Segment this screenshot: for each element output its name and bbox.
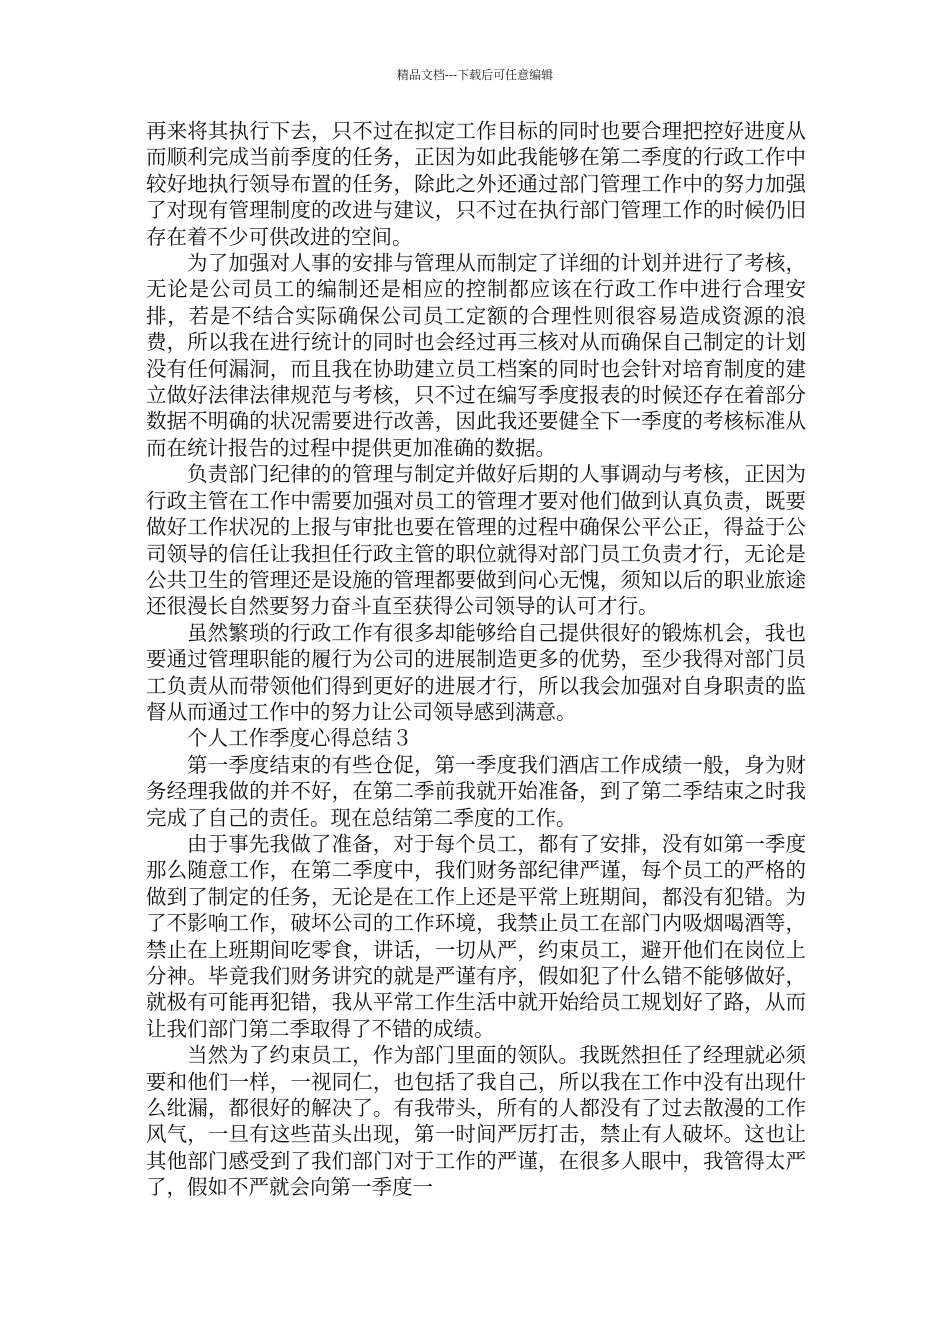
paragraph: 虽然繁琐的行政工作有很多却能够给自己提供很好的锻炼机会，我也要通过管理职能的履行为公司的进展制造更多的优势，至少我得对部门员工负责从而带领他们得到更好的进展才行，所以我会加强对自身职责的监督从而通过工作中的努力让公司领导感到满意。 (146, 620, 806, 724)
paragraph: 第一季度结束的有些仓促，第一季度我们酒店工作成绩一般，身为财务经理我做的并不好，在第二季前我就开始准备，到了第二季结束之时我完成了自己的责任。现在总结第二季度的工作。 (146, 752, 806, 830)
document-body (146, 118, 806, 1201)
paragraph: 为了加强对人事的安排与管理从而制定了详细的计划并进行了考核，无论是公司员工的编制还是相应的控制都应该在行政工作中进行合理安排，若是不结合实际确保公司员工定额的合理性则很容易造成资源的浪费，所以我在进行统计的同时也会经过再三核对从而确保自己制定的计划没有任何漏洞，而且我在协助建立员工档案的同时也会针对培育制度的建立做好法律法律规范与考核，只不过在编写季度报表的时候还存在着部分数据不明确的状况需要进行改善，因此我还要健全下一季度的考核标准从而在统计报告的过程中提供更加准确的数据。 (146, 251, 806, 460)
paragraph: 由于事先我做了准备，对于每个员工，都有了安排，没有如第一季度那么随意工作，在第二季度中，我们财务部纪律严谨，每个员工的严格的做到了制定的任务，无论是在工作上还是平常上班期间，都没有犯错。为了不影响工作，破坏公司的工作环境，我禁止员工在部门内吸烟喝酒等，禁止在上班期间吃零食，讲话，一切从严，约束员工，避开他们在岗位上分神。毕竟我们财务讲究的就是严谨有序，假如犯了什么错不能够做好，就极有可能再犯错，我从平常工作生活中就开始给员工规划好了路，从而让我们部门第二季取得了不错的成绩。 (146, 831, 806, 1041)
paragraph: 当然为了约束员工，作为部门里面的领队。我既然担任了经理就必须要和他们一样，一视同仁，也包括了我自己，所以我在工作中没有出现什么纰漏，都很好的解决了。有我带头，所有的人都没有了过去散漫的工作风气，一旦有这些苗头出现，第一时间严厉打击，禁止有人破坏。这也让其他部门感受到了我们部门对于工作的严谨，在很多人眼中，我管得太严了，假如不严就会向第一季度一 (146, 1043, 806, 1200)
paragraph: 再来将其执行下去，只不过在拟定工作目标的同时也要合理把控好进度从而顺利完成当前季度的任务，正因为如此我能够在第二季度的行政工作中较好地执行领导布置的任务，除此之外还通过部门管理工作中的努力加强了对现有管理制度的改进与建议，只不过在执行部门管理工作的时候仍旧存在着不少可供改进的空间。 (146, 119, 806, 249)
paragraph: 负责部门纪律的的管理与制定并做好后期的人事调动与考核，正因为行政主管在工作中需要加强对员工的管理才要对他们做到认真负责，既要做好工作状况的上报与审批也要在管理的过程中确保公平公正，得益于公司领导的信任让我担任行政主管的职位就得对部门员工负责才行，无论是公共卫生的管理还是设施的管理都要做到问心无愧，须知以后的职业旅途还很漫长自然要努力奋斗直至获得公司领导的认可才行。 (146, 462, 806, 619)
section-heading: 个人工作季度心得总结３ (187, 726, 413, 751)
page-header: 精品文档---下载后可任意编辑 (396, 68, 554, 82)
